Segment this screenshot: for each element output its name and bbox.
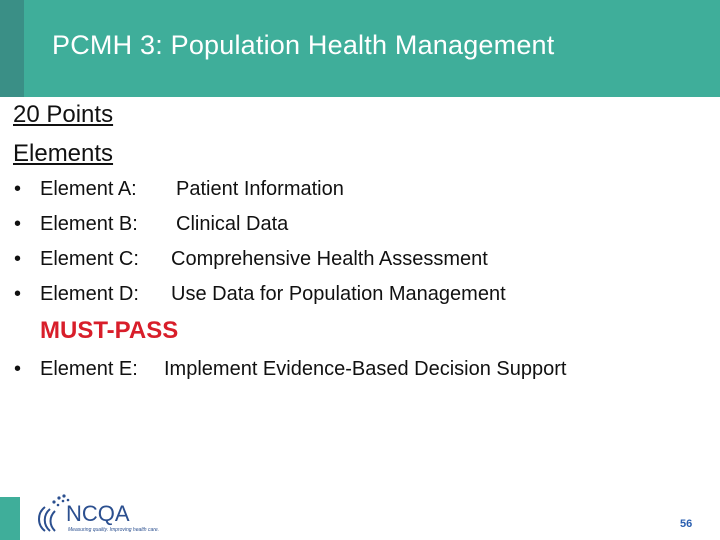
header-accent-stripe bbox=[0, 0, 24, 97]
element-description: Implement Evidence-Based Decision Support bbox=[164, 358, 567, 380]
points-heading: 20 Points bbox=[13, 101, 114, 128]
slide-title: PCMH 3: Population Health Management bbox=[52, 30, 555, 60]
logo-mark-icon bbox=[39, 494, 69, 531]
bullet-icon: • bbox=[14, 213, 22, 235]
ncqa-logo bbox=[33, 487, 163, 540]
element-description: Clinical Data bbox=[176, 213, 289, 235]
element-label: Element D: bbox=[40, 283, 139, 305]
bullet-icon: • bbox=[14, 358, 22, 380]
element-label: Element A: bbox=[40, 178, 137, 200]
bullet-icon: • bbox=[14, 283, 22, 305]
logo-tagline: Measuring quality. Improving health care. bbox=[68, 527, 160, 533]
logo-wordmark: NCQA bbox=[66, 501, 130, 526]
footer-accent-bar bbox=[0, 497, 20, 540]
elements-heading: Elements bbox=[13, 140, 114, 167]
slide-header bbox=[0, 0, 720, 97]
bullet-icon: • bbox=[14, 178, 22, 200]
element-label: Element C: bbox=[40, 248, 139, 270]
element-description: Use Data for Population Management bbox=[171, 283, 506, 305]
must-pass-label: MUST-PASS bbox=[40, 317, 179, 344]
element-description: Patient Information bbox=[176, 178, 344, 200]
element-label: Element E: bbox=[40, 358, 138, 380]
bullet-icon: • bbox=[14, 248, 22, 270]
page-number: 56 bbox=[680, 518, 693, 530]
element-description: Comprehensive Health Assessment bbox=[171, 248, 488, 270]
element-label: Element B: bbox=[40, 213, 138, 235]
